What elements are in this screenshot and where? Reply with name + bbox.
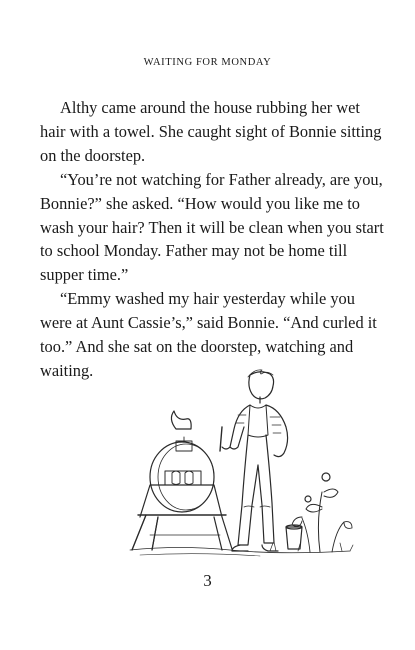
paragraph-2: “You’re not watching for Father already, are you, Bonnie?” she asked. “How would you like me to wash your hair? Then it will be clean when you start to school Monday. Father may not be home till supper time.” [40, 169, 384, 285]
paragraph-1: Althy came around the house rubbing her wet hair with a towel. She caught sight of Bonnie sitting on the doorstep. [40, 98, 382, 165]
paragraph-3: “Emmy washed my hair yesterday while you were at Aunt Cassie’s,” said Bonnie. “And curled it too.” And she sat on the doorstep, watching and waiting. [40, 289, 377, 380]
running-head: WAITING FOR MONDAY [143, 57, 272, 68]
page-number: 3 [203, 571, 212, 590]
body-text [40, 96, 388, 383]
illustration-boy-grindstone [110, 367, 360, 567]
